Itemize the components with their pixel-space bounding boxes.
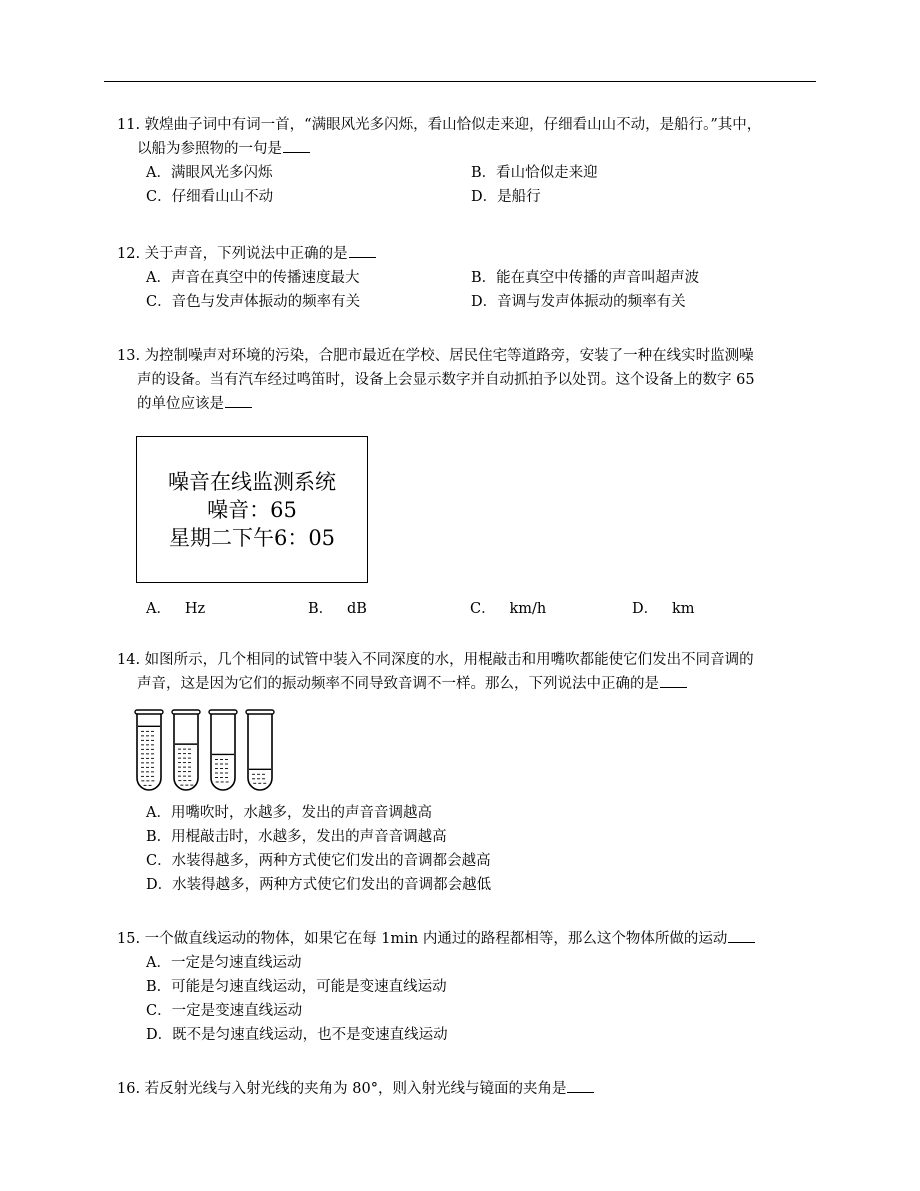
question-number: 16. <box>117 1081 141 1097</box>
answer-blank[interactable] <box>660 673 687 688</box>
option-b[interactable]: B．可能是匀速直线运动，可能是变速直线运动 <box>146 979 447 995</box>
option-b[interactable]: B．能在真空中传播的声音叫超声波 <box>471 270 700 286</box>
option-a[interactable]: A． Hz <box>146 601 206 617</box>
question-13 <box>117 344 817 416</box>
answer-blank[interactable] <box>728 928 755 943</box>
question-number: 15. <box>117 931 141 947</box>
option-c[interactable]: C．一定是变速直线运动 <box>146 1003 303 1019</box>
question-stem: 若反射光线与入射光线的夹角为 80°，则入射光线与镜面的夹角是 <box>144 1081 567 1097</box>
answer-blank[interactable] <box>567 1078 594 1093</box>
test-tubes-figure <box>134 708 278 792</box>
options <box>117 266 817 314</box>
option-d[interactable]: D．水装得越多，两种方式使它们发出的音调都会越低 <box>146 877 492 893</box>
question-stem: 一个做直线运动的物体，如果它在每 1min 内通过的路程都相等，那么这个物体所做的运动 <box>144 931 728 947</box>
option-b[interactable]: B．看山恰似走来迎 <box>471 165 598 181</box>
test-tube-3 <box>209 710 237 790</box>
options <box>117 801 817 897</box>
question-stem: 声音，这是因为它们的振动频率不同导致音调不一样。那么，下列说法中正确的是 <box>137 676 659 692</box>
test-tube-4 <box>246 710 274 790</box>
option-c[interactable]: C． km/h <box>470 601 547 617</box>
answer-blank[interactable] <box>225 393 252 408</box>
option-a[interactable]: A．满眼风光多闪烁 <box>146 165 273 181</box>
question-13-options <box>117 597 817 621</box>
question-14-options <box>117 801 817 897</box>
answer-blank[interactable] <box>349 243 376 258</box>
option-a[interactable]: A．声音在真空中的传播速度最大 <box>146 270 360 286</box>
question-number: 12. <box>117 246 141 262</box>
option-d[interactable]: D． km <box>632 601 695 617</box>
option-d[interactable]: D．既不是匀速直线运动，也不是变速直线运动 <box>146 1027 448 1043</box>
question-12 <box>117 242 817 314</box>
options <box>117 951 817 1047</box>
option-b[interactable]: B．用棍敲击时，水越多，发出的声音音调越高 <box>146 829 447 845</box>
question-stem: 的单位应该是 <box>137 396 224 412</box>
option-b[interactable]: B． dB <box>308 601 367 617</box>
noise-monitor-display <box>136 436 368 583</box>
question-15 <box>117 927 817 1047</box>
question-16 <box>117 1077 817 1101</box>
question-14 <box>117 648 817 696</box>
question-stem: 为控制噪声对环境的污染，合肥市最近在学校、居民住宅等道路旁，安装了一种在线实时监测噪 <box>144 348 754 364</box>
display-reading: 噪音：65 <box>207 497 297 522</box>
question-number: 13. <box>117 348 141 364</box>
option-c[interactable]: C．仔细看山山不动 <box>146 189 274 205</box>
question-stem: 以船为参照物的一句是 <box>137 141 282 157</box>
options <box>117 161 817 209</box>
option-a[interactable]: A．一定是匀速直线运动 <box>146 955 302 971</box>
test-tube-2 <box>172 710 200 790</box>
question-11 <box>117 113 817 209</box>
options <box>117 597 817 621</box>
display-title: 噪音在线监测系统 <box>168 469 336 494</box>
question-stem: 关于声音，下列说法中正确的是 <box>144 246 348 262</box>
option-a[interactable]: A．用嘴吹时，水越多，发出的声音音调越高 <box>146 805 432 821</box>
header-rule <box>104 81 816 82</box>
option-c[interactable]: C．音色与发声体振动的频率有关 <box>146 294 361 310</box>
option-d[interactable]: D．是船行 <box>471 189 541 205</box>
test-tube-1 <box>135 710 163 790</box>
option-c[interactable]: C．水装得越多，两种方式使它们发出的音调都会越高 <box>146 853 491 869</box>
display-time: 星期二下午6：05 <box>168 525 336 550</box>
question-stem: 声的设备。当有汽车经过鸣笛时，设备上会显示数字并自动抓拍予以处罚。这个设备上的数字 65 <box>137 372 755 388</box>
question-number: 14. <box>117 652 141 668</box>
question-stem: 如图所示，几个相同的试管中装入不同深度的水，用棍敲击和用嘴吹都能使它们发出不同音调的 <box>144 652 754 668</box>
answer-blank[interactable] <box>283 138 310 153</box>
question-stem: 敦煌曲子词中有词一首，“满眼风光多闪烁，看山恰似走来迎，仔细看山山不动，是船行。”其中， <box>144 117 762 133</box>
question-number: 11. <box>117 117 141 133</box>
option-d[interactable]: D．音调与发声体振动的频率有关 <box>471 294 686 310</box>
